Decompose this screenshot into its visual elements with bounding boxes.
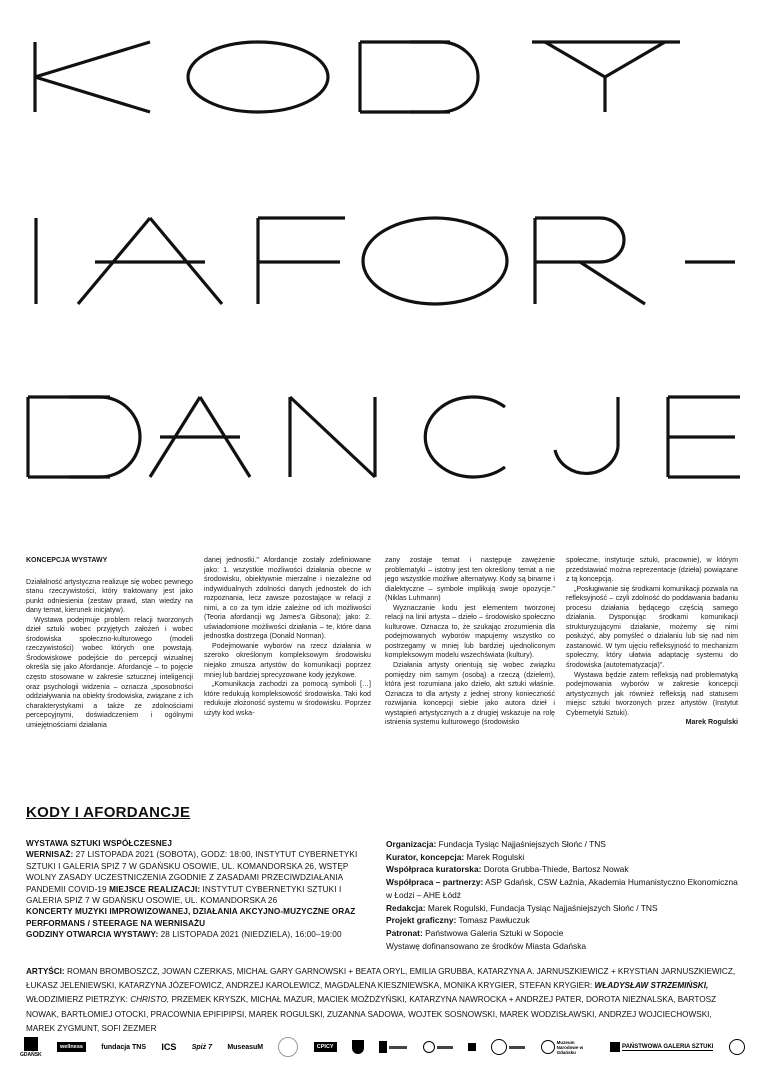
event-subtitle: WYSTAWA SZTUKI WSPÓŁCZESNEJ <box>26 839 172 848</box>
essay-column-3 <box>385 556 555 728</box>
concerts-text: KONCERTY MUZYKI IMPROWIZOWANEJ, DZIAŁANIA AKCYJNO-MUZYCZNE ORAZ PERFORMANS / STEERAGE NA WERNISAŻU <box>26 907 356 928</box>
credit-label: Redakcja: <box>386 902 426 913</box>
essay-paragraph: Wystawa podejmuje problem relacji tworzonych dzieł sztuki wobec przyjętych założeń i wobec środowiska społeczno-kulturowego (modeli rzeczywistości) wobec których one powstają. Środowiskowe podejście do percepcji wizualnej określa się jako Afordancje. Afordancje – to pojęcie często stosowane w zakresie sztucznej inteligencji oraz psychologii widzenia – oznacza „sposobności oddziaływania na obiekty środowiska, związane z ich charakterystykami a także ze zdolnościami percepcyjnymi, doświadczeniem i ogólnymi umiejętnościami działania <box>26 615 193 729</box>
essay-column-2 <box>204 556 371 718</box>
artists-text: WŁODZIMIERZ PIETRZYK: <box>26 995 128 1005</box>
credit-label: Organizacja: <box>386 839 437 849</box>
credit-row <box>386 902 746 915</box>
credit-label: Współpraca kuratorska: <box>386 864 482 875</box>
museum-logo-icon: MuseasuM <box>227 1043 264 1051</box>
place-label: MIEJSCE REALIZACJI: <box>109 884 201 894</box>
essay-signature: Marek Rogulski <box>685 718 738 727</box>
artists-italic: WŁADYSŁAW STRZEMIŃSKI, <box>594 981 709 991</box>
ics-logo-icon: ICS <box>161 1042 177 1052</box>
gdansk-logo-icon: GDAŃSK <box>20 1037 42 1058</box>
round-emblem-icon <box>278 1037 298 1057</box>
credit-row <box>386 927 746 940</box>
hours-text: 28 LISTOPADA 2021 (NIEDZIELA), 16:00–19:00 <box>160 930 342 940</box>
credit-label: Patronat: <box>386 927 423 938</box>
event-title: KODY I AFORDANCJE <box>26 804 191 821</box>
laznia-logo-icon <box>423 1041 453 1053</box>
essay-paragraph: Podejmowanie wyborów na rzecz działania w szeroko określonym kompleksowym środowisku niejako zmusza artystów do komunikacji poprzez mniej lub bardziej sprecyzowane kody językowe. <box>204 641 371 679</box>
credit-label: Współpraca – partnerzy: <box>386 877 484 888</box>
sopot-logo-icon <box>729 1039 745 1055</box>
muzeum-narodowe-logo-icon: Muzeum Narodowe w Gdańsku <box>541 1040 595 1055</box>
artists-list <box>26 965 741 1036</box>
essay-paragraph: Działania artysty orientują się wobec związku pomiędzy nim samym (osobą) a rzeczą (dziełem), która jest rozumiana jako dzieło, akt sztuki właśnie. Oznacza to dla artysty z jednej strony konieczność rozwijania koncepcji siebie jako autora dzieł i wystąpień artystycznych a z drugiej wskazuje na rolę istnienia systemu kulturowego (środowisko <box>385 661 555 727</box>
spiz7-logo-icon: Spiż 7 <box>191 1043 212 1051</box>
credit-row <box>386 863 746 876</box>
essay-paragraph: społeczne, instytucje sztuki, pracownie), w którym przedstawiać można reprezentacje (dzieła) powiązane z tą koncepcją. <box>566 556 738 584</box>
pgs-logo-icon: PAŃSTWOWA GALERIA SZTUKI <box>610 1042 713 1052</box>
essay-paragraph: danej jednostki." Afordancje zostały zdefiniowane jako: 1. wszystkie możliwości działania obecne w środowisku, obiektywnie mierzalne i niezależne od indywidualnych zdolności danych jednostek do ich rozpoznania, lecz zawsze pozostające w relacji z nimi, a co za tym idzie zależne od ich możliwości (Teoria afordancji wg James'a Gibsona); jako: 2. uświadomione możliwości działania – te, które dana jednostka dostrzega (Donald Norman). <box>204 556 371 641</box>
title-glyphs-line-2 <box>36 218 735 304</box>
credit-row <box>386 940 746 953</box>
funding-note: Wystawę dofinansowano ze środków Miasta Gdańska <box>386 940 587 951</box>
credit-row <box>386 851 746 864</box>
vernissage-label: WERNISAŻ: <box>26 850 74 860</box>
sponsor-logos <box>20 1030 745 1064</box>
vernissage-text: 27 LISTOPADA 2021 (SOBOTA), GODZ: 18:00, INSTYTUT CYBERNETYKI SZTUKI I GALERIA SPIŻ 7 W GDAŃSKU OSOWIE, UL. KOMANDORSKA 26, WSTĘP WOLNY ZASADY UCZESTNICZENIA ZGODNIE Z ZASADAMI PRZECIWDZIAŁANIA PANDEMII COVID-19 <box>26 850 358 894</box>
credit-value: Dorota Grubba-Thiede, Bartosz Nowak <box>483 864 629 875</box>
event-info <box>26 838 376 941</box>
title-glyphs-line-1 <box>35 42 680 112</box>
credit-value: Marek Rogulski <box>466 851 525 862</box>
cpicy-logo-icon: CPICY <box>314 1042 337 1052</box>
tns-logo-icon: fundacja TNS <box>101 1043 147 1051</box>
artists-label: ARTYŚCI: <box>26 967 65 976</box>
credit-value: Tomasz Pawłuczuk <box>458 915 530 926</box>
credit-value: ASP Gdańsk, CSW Łaźnia, Akademia Humanistyczno Ekonomiczna w Łodzi – AHE Łódź <box>386 877 738 900</box>
essay-paragraph: Wyznaczanie kodu jest elementem tworzonej relacji na linii artysta – dzieło – środowisko społeczno kulturowe. Oznacza to, że szukając zrozumienia dla podejmowanych wyborów mapujemy wszystko co postrzegamy w mniej lub bardziej ujednoliconym kompleksowym modelu wszechświata (kultury). <box>385 603 555 660</box>
essay-column-4 <box>566 556 738 728</box>
credit-label: Projekt graficzny: <box>386 915 457 926</box>
essay-paragraph: zany zostaje temat i następuje zawężenie problematyki – istotny jest ten określony temat a nie jego wszystkie możliwe alternatywy. Kody są binarne i dialektyczne – symbole implikują swoje opozycje." (Niklas Luhmann) <box>385 556 555 603</box>
essay-heading: KONCEPCJA WYSTAWY <box>26 557 108 564</box>
credit-row <box>386 914 746 927</box>
artists-text: PRZEMEK KRYSZK, MICHAŁ MAZUR, MACIEK MOŻDŻYŃSKI, KATARZYNA NAWROCKA + ANDRZEJ PATER, DOROTA NIEZNALSKA, BARTOSZ NOWAK, BARTŁOMIEJ OTOCKI, PRACOWNIA EPIFIPIPSI, MAREK ROGULSKI, ZUZANNA SADOWA, WOJTEK SOSNOWSKI, MAREK WODZISŁAWSKI, ANDRZEJ WOJCIECHOWSKI, MAREK ZYGMUNT, SOFI ŻEZMER <box>26 995 717 1033</box>
credit-label: Kurator, koncepcja: <box>386 851 465 862</box>
credit-row <box>386 838 746 851</box>
place-text: INSTYTUT CYBERNETYKI SZTUKI I GALERIA SPIŻ 7 W GDAŃSKU OSOWIE, UL. KOMANDORSKA 26 <box>26 884 342 906</box>
essay-column-1 <box>26 556 193 730</box>
essay-paragraph: „Posługiwanie się środkami komunikacji pozwala na refleksyjność – czyli zdolność do poddawania badaniu procesu działania będącego częścią samego działania. Dysponując środkami komunikacji strukturyzującymi działanie, możemy się nimi posłużyć, aby pomyśleć o działaniu lub się nad nim zastanowić. W tym ujęciu refleksyjność to mechanizm społeczny, który ułatwia adaptację systemu do środowiska (autotematyzacja)". <box>566 584 738 670</box>
artists-italic: CHRISTO, <box>130 995 170 1005</box>
asp-logo-icon <box>379 1041 407 1053</box>
credit-row <box>386 876 746 901</box>
essay-paragraph: „Komunikacja zachodzi za pomocą symboli […] które redukują kompleksowość środowiska. Taki kod redukuje złożoność systemu w środowisku. Poprzez użyty kod wska- <box>204 680 371 717</box>
hours-label: GODZINY OTWARCIA WYSTAWY: <box>26 930 159 940</box>
wellness-logo-icon: wellness <box>57 1042 86 1052</box>
credit-value: Fundacja Tysiąc Najjaśniejszych Słońc / TNS <box>438 839 606 849</box>
square-logo-icon <box>468 1043 476 1051</box>
crest-logo-icon <box>352 1040 364 1054</box>
essay-paragraph: Działalność artystyczna realizuje się wobec pewnego stanu rzeczywistości, który traktowany jest jako punkt odniesienia (zestaw prawd, stan wiedzy na dany temat, kierunek inicjatyw). <box>26 577 193 615</box>
ahe-logo-icon <box>491 1039 525 1055</box>
credit-value: Marek Rogulski, Fundacja Tysiąc Najjaśniejszych Słońc / TNS <box>427 902 658 913</box>
essay-paragraph: Wystawa będzie zatem refleksją nad problematyką podejmowania wyborów w zakresie koncepcji artystycznych jak również refleksją nad statusem miejsc sztuki tworzonych przez artystów (Instytut Cybernetyki Sztuki). <box>566 670 738 717</box>
credit-value: Państwowa Galeria Sztuki w Sopocie <box>425 927 564 938</box>
credits-list <box>386 838 746 952</box>
title-glyphs-line-3 <box>28 397 740 477</box>
artists-text: ROMAN BROMBOSZCZ, JOWAN CZERKAS, MICHAŁ GARY GARNOWSKI + BEATA ORYL, EMILIA GRUBBA, KATARZYNA A. JARNUSZKIEWICZ + KRYSTIAN JARNUSZKIEWICZ, ŁUKASZ JELENIEWSKI, KATARZYNA JÓZEFOWICZ, ANDRZEJ KAROLEWICZ, MAGDALENA KIESZNIEWSKA, MONIKA KRYGIER, STEFAN KRYGIER: <box>26 967 736 991</box>
